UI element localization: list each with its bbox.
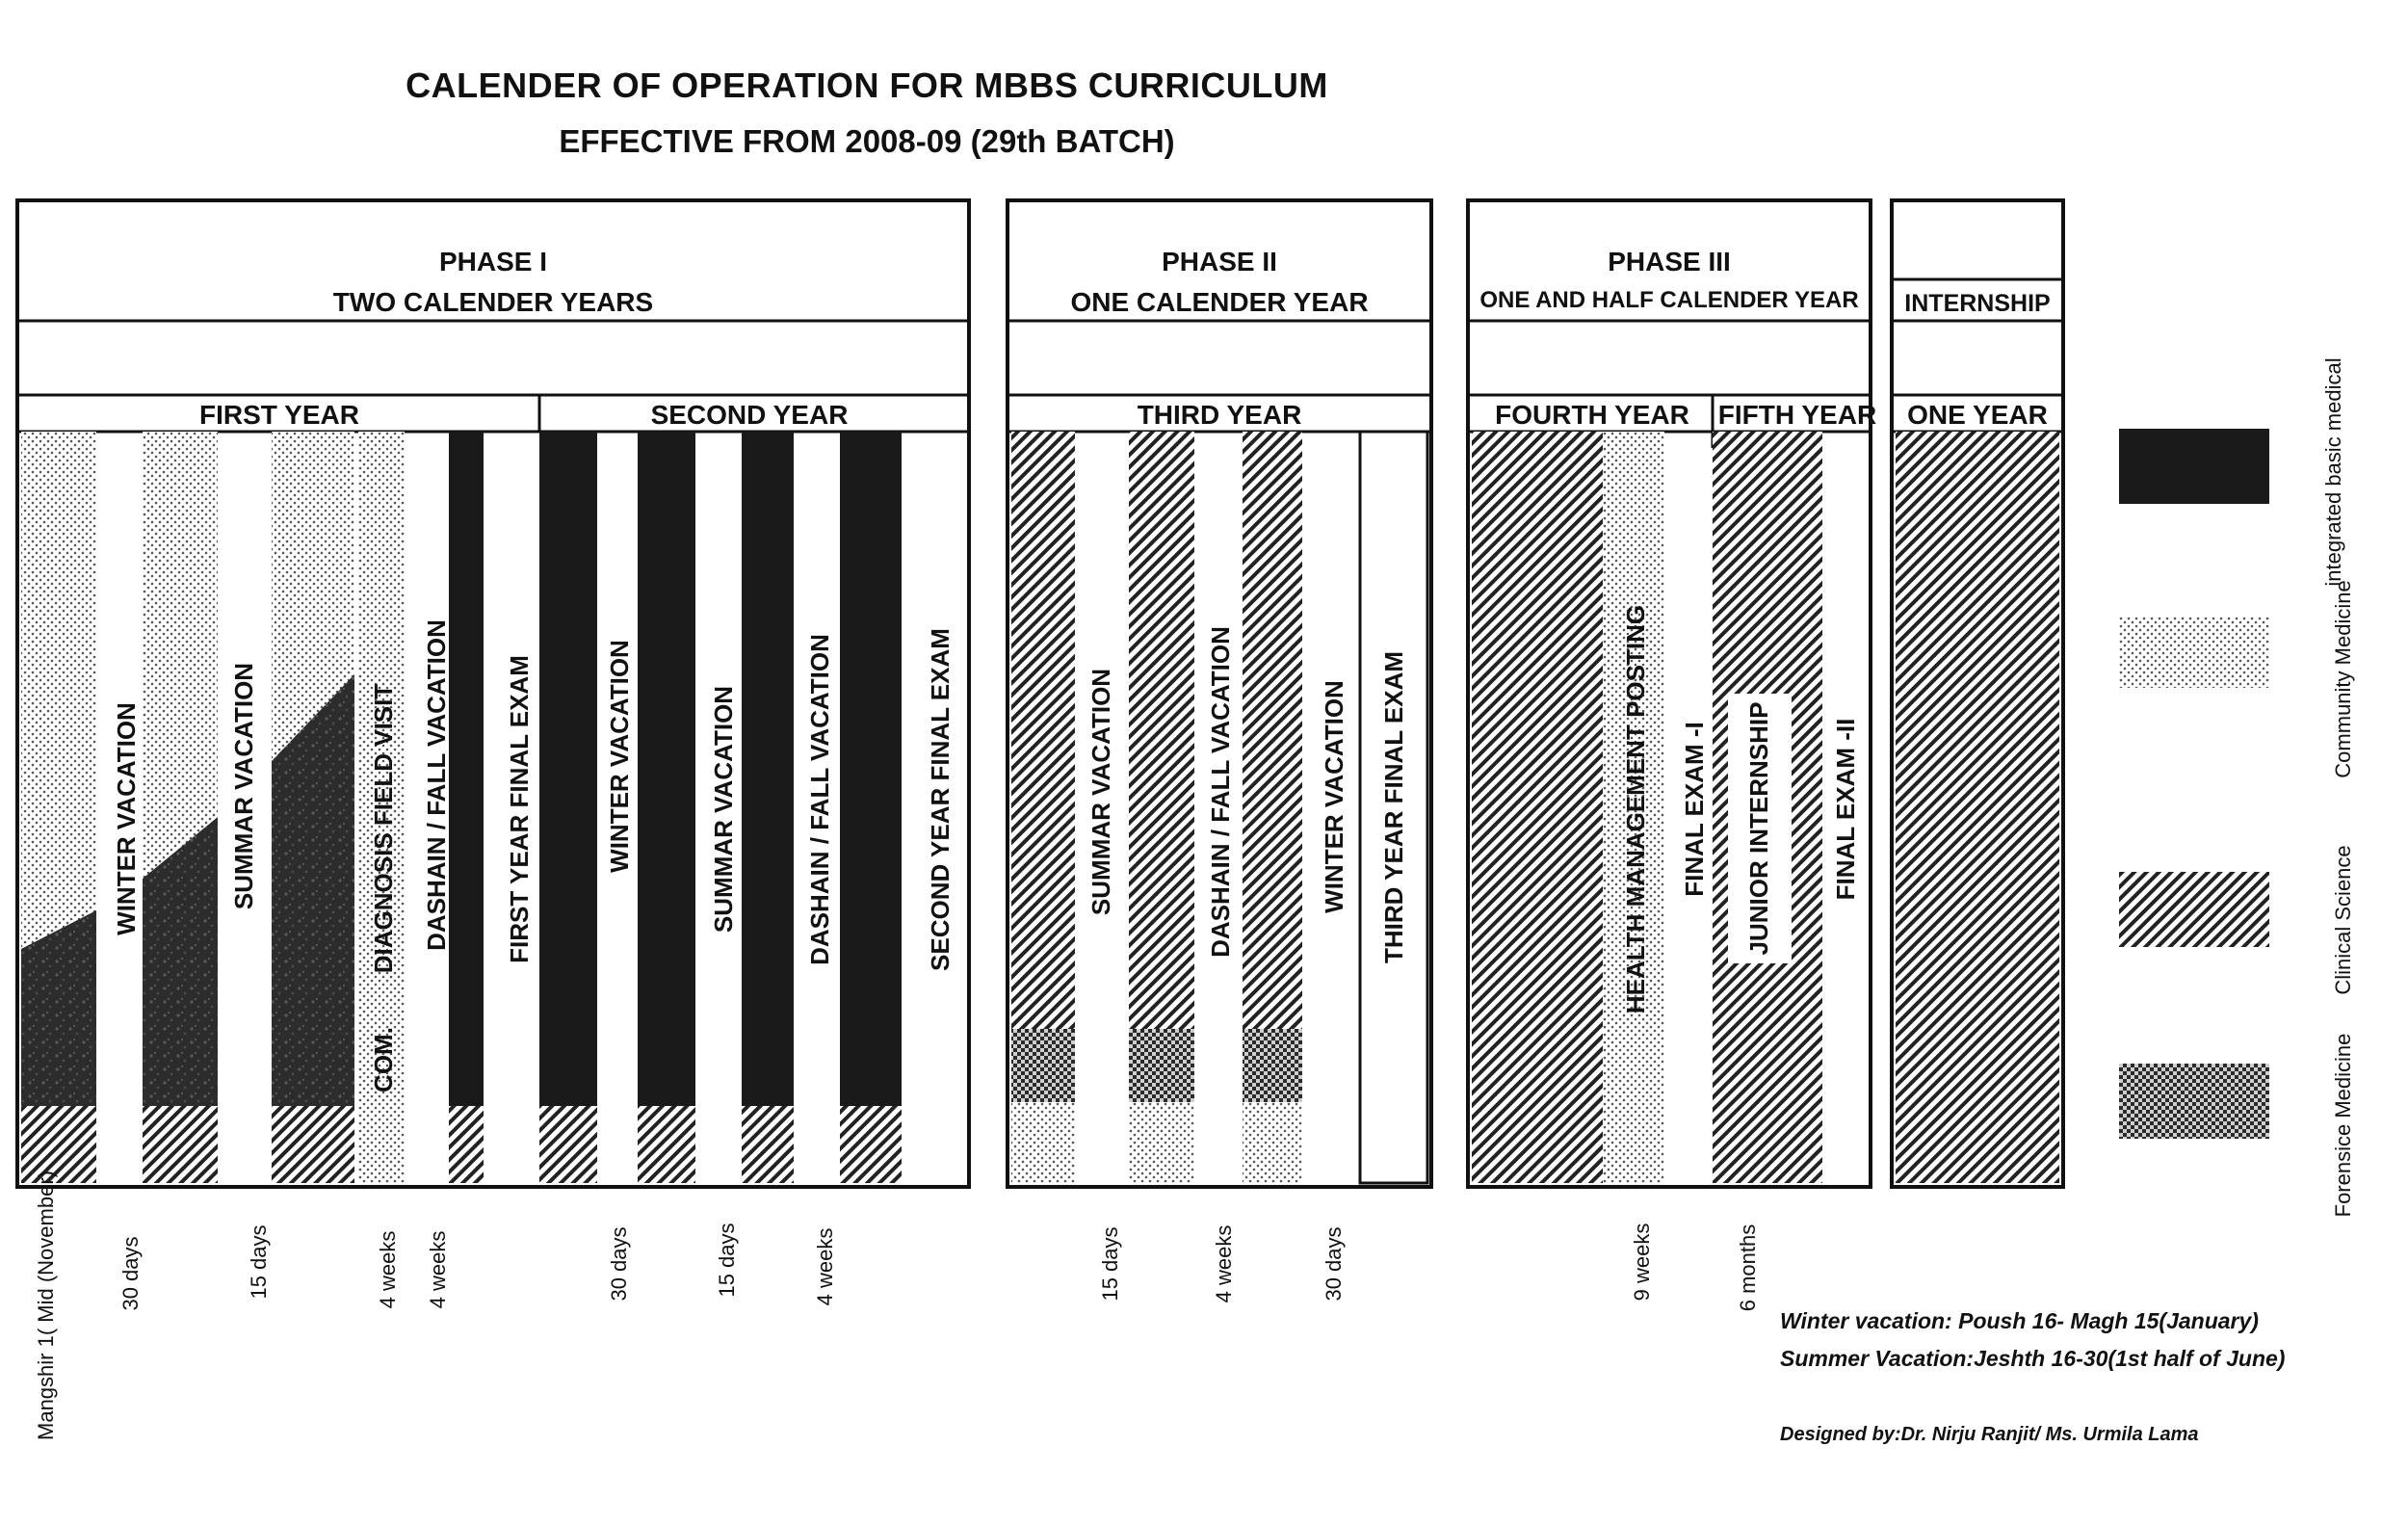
legend-swatch-forensic-medicine: [2119, 1064, 2269, 1139]
duration-label-mangshir: Mangshir 1( Mid (November): [34, 1171, 58, 1440]
legend-swatch-integrated-basic-medical: [2119, 429, 2269, 504]
col-label-p2-summar-vacation: SUMMAR VACATION: [1086, 668, 1115, 916]
duration-label-3: 4 weeks: [376, 1230, 400, 1309]
duration-label-6: 15 days: [715, 1223, 739, 1298]
col-label-p1-winter-vacation-2: WINTER VACATION: [605, 640, 634, 873]
col-label-p1-second-year-final-exam: SECOND YEAR FINAL EXAM: [926, 628, 955, 971]
duration-label-1: 30 days: [118, 1236, 143, 1311]
col-label-p1-winter-vacation: WINTER VACATION: [112, 702, 141, 935]
legend-swatch-community-medicine: [2119, 617, 2269, 688]
internship-block: [1892, 200, 2063, 1187]
col-label-p1-summar-vacation: SUMMAR VACATION: [229, 662, 258, 910]
summer-vacation-note: Summer Vacation:Jeshth 16-30(1st half of June): [1780, 1346, 2286, 1371]
col-label-p2-winter-vacation: WINTER VACATION: [1320, 680, 1348, 913]
col-label-p1-diagnosis-field-visit: DIAGNOSIS FIELD VISIT: [369, 683, 398, 974]
page-title: CALENDER OF OPERATION FOR MBBS CURRICULUM: [406, 66, 1328, 105]
duration-label-10: 30 days: [1322, 1226, 1346, 1302]
internship-name: INTERNSHIP: [1904, 290, 2051, 317]
internship-year-label: ONE YEAR: [1907, 400, 2048, 430]
legend-label-community-medicine: Community Medicine: [2331, 580, 2355, 778]
phase-3-name: PHASE III: [1608, 247, 1731, 276]
col-label-p3-health-management-posting: HEALTH MANAGEMENT POSTING: [1621, 604, 1650, 1014]
legend-label-forensic-medicine: Forensice Medicine: [2331, 1033, 2355, 1218]
col-label-p3-junior-internship: JUNIOR INTERNSHIP: [1744, 701, 1773, 956]
duration-label-8: 15 days: [1098, 1226, 1122, 1302]
duration-label-4: 4 weeks: [426, 1230, 450, 1309]
fifth-year-label: FIFTH YEAR: [1717, 400, 1877, 430]
duration-label-9: 4 weeks: [1212, 1224, 1236, 1303]
first-year-label: FIRST YEAR: [199, 400, 359, 430]
designed-by-note: Designed by:Dr. Nirju Ranjit/ Ms. Urmila Lama: [1780, 1424, 2199, 1445]
duration-label-12: 6 months: [1736, 1223, 1760, 1312]
col-label-p1-first-year-final-exam: FIRST YEAR FINAL EXAM: [505, 655, 534, 963]
col-label-p2-dashain-vacation: DASHAIN / FALL VACATION: [1206, 626, 1235, 958]
duration-label-11: 9 weeks: [1630, 1223, 1654, 1302]
legend: [2119, 357, 2355, 1217]
col-label-p3-final-exam-2: FINAL EXAM -II: [1831, 718, 1860, 901]
phase-2-name: PHASE II: [1162, 247, 1277, 276]
col-label-p1-summar-vacation-2: SUMMAR VACATION: [709, 685, 738, 934]
fourth-year-label: FOURTH YEAR: [1495, 400, 1689, 430]
page-subtitle: EFFECTIVE FROM 2008-09 (29th BATCH): [559, 123, 1175, 159]
phase-1-duration: TWO CALENDER YEARS: [332, 287, 654, 317]
col-label-p2-third-year-final-exam: THIRD YEAR FINAL EXAM: [1379, 650, 1408, 964]
duration-label-2: 15 days: [247, 1224, 271, 1300]
phase-2-duration: ONE CALENDER YEAR: [1070, 287, 1369, 317]
winter-vacation-note: Winter vacation: Poush 16- Magh 15(January): [1780, 1308, 2259, 1333]
duration-label-5: 30 days: [607, 1226, 631, 1302]
phase-3-block: [1468, 200, 1871, 1187]
legend-label-clinical-science: Clinical Science: [2331, 845, 2355, 995]
col-label-p1-dashain-vacation-2: DASHAIN / FALL VACATION: [805, 634, 834, 965]
legend-swatch-clinical-science: [2119, 872, 2269, 947]
phase-3-duration: ONE AND HALF CALENDER YEAR: [1479, 287, 1859, 313]
col-label-p1-com: COM.: [369, 1027, 398, 1092]
col-label-p1-dashain-vacation: DASHAIN / FALL VACATION: [422, 619, 451, 951]
third-year-label: THIRD YEAR: [1137, 400, 1302, 430]
second-year-label: SECOND YEAR: [650, 400, 849, 430]
legend-label-integrated-basic-medical: integrated basic medical: [2321, 357, 2345, 587]
col-label-p3-final-exam-1: FINAL EXAM -I: [1680, 722, 1709, 897]
duration-label-7: 4 weeks: [813, 1227, 837, 1306]
phase-1-name: PHASE I: [438, 247, 548, 276]
